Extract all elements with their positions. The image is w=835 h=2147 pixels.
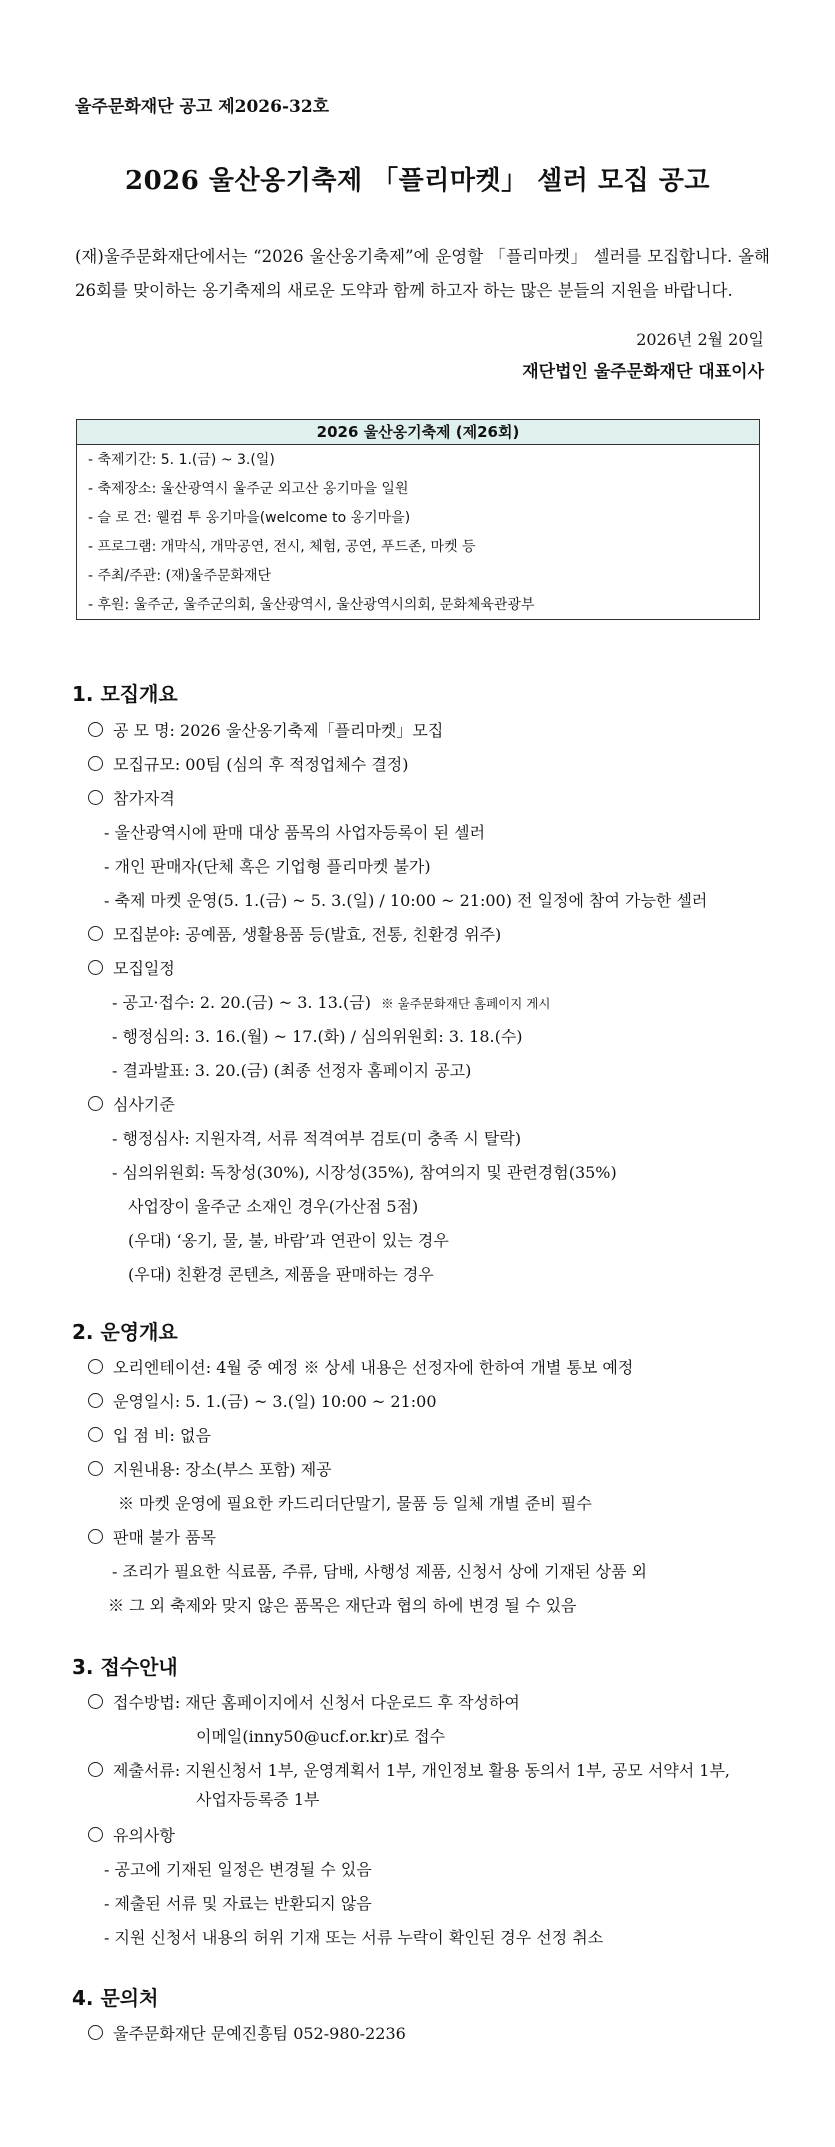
intro-paragraph: (재)울주문화재단에서는 “2026 울산옹기축제”에 운영할 「플리마켓」 셀러를 모집합니다. 올해 26회를 맞이하는 옹기축제의 새로운 도약과 함께 하고자 하는 많은 분들의 지원을 바랍니다. xyxy=(75,247,770,300)
list-item: 유의사항 xyxy=(88,1823,175,1846)
list-item: 사업자등록증 1부 xyxy=(196,1790,320,1809)
list-item: - 개인 판매자(단체 혹은 기업형 플리마켓 불가) xyxy=(104,857,431,876)
list-item: 참가자격 xyxy=(88,786,175,809)
list-item: 제출서류: 지원신청서 1부, 운영계획서 1부, 개인정보 활용 동의서 1부, 공모 서약서 1부, xyxy=(88,1758,730,1781)
festival-box-header: 2026 울산옹기축제 (제26회) xyxy=(77,420,759,445)
list-item: - 공고에 기재된 일정은 변경될 수 있음 xyxy=(104,1860,372,1879)
list-item: 오리엔테이션: 4월 중 예정 ※ 상세 내용은 선정자에 한하여 개별 통보 예정 xyxy=(88,1355,633,1378)
circle-bullet-icon xyxy=(88,926,103,941)
list-item: - 행정심의: 3. 16.(월) ~ 17.(화) / 심의위원회: 3. 18.(수) xyxy=(112,1027,523,1046)
list-item: - 결과발표: 3. 20.(금) (최종 선정자 홈페이지 공고) xyxy=(112,1061,472,1080)
list-item: 모집일정 xyxy=(88,956,175,979)
list-item: ※ 마켓 운영에 필요한 카드리더단말기, 물품 등 일체 개별 준비 필수 xyxy=(118,1494,592,1513)
section2-title: 2. 운영개요 xyxy=(72,1320,178,1344)
list-item: 입 점 비: 없음 xyxy=(88,1423,211,1446)
circle-bullet-icon xyxy=(88,1461,103,1476)
list-item: - 울산광역시에 판매 대상 품목의 사업자등록이 된 셀러 xyxy=(104,823,486,842)
circle-bullet-icon xyxy=(88,790,103,805)
list-item: 모집분야: 공예품, 생활용품 등(발효, 전통, 친환경 위주) xyxy=(88,922,501,945)
list-item: ※ 그 외 축제와 맞지 않은 품목은 재단과 협의 하에 변경 될 수 있음 xyxy=(108,1596,577,1615)
page-title: 2026 울산옹기축제 「플리마켓」 셀러 모집 공고 xyxy=(125,166,710,196)
festival-info-box xyxy=(76,419,760,620)
list-item: 모집규모: 00팀 (심의 후 적정업체수 결정) xyxy=(88,752,409,775)
notice-number: 울주문화재단 공고 제2026-32호 xyxy=(75,97,330,117)
circle-bullet-icon xyxy=(88,1427,103,1442)
list-item: (우대) ‘옹기, 물, 불, 바람’과 연관이 있는 경우 xyxy=(128,1231,449,1250)
festival-item-sponsor: - 후원: 울주군, 울주군의회, 울산광역시, 울산광역시의회, 문화체육관광부 xyxy=(88,597,535,613)
notice-date: 2026년 2월 20일 xyxy=(636,330,764,349)
circle-bullet-icon xyxy=(88,960,103,975)
list-item: 사업장이 울주군 소재인 경우(가산점 5점) xyxy=(128,1197,419,1216)
list-item: - 제출된 서류 및 자료는 반환되지 않음 xyxy=(104,1894,372,1913)
circle-bullet-icon xyxy=(88,1529,103,1544)
list-item: (우대) 친환경 콘텐츠, 제품을 판매하는 경우 xyxy=(128,1265,434,1284)
circle-bullet-icon xyxy=(88,2025,103,2040)
festival-item-host: - 주최/주관: (재)울주문화재단 xyxy=(88,568,272,584)
list-item: - 지원 신청서 내용의 허위 기재 또는 서류 누락이 확인된 경우 선정 취소 xyxy=(104,1928,604,1947)
list-item: - 행정심사: 지원자격, 서류 적격여부 검토(미 충족 시 탈락) xyxy=(112,1129,522,1148)
circle-bullet-icon xyxy=(88,1096,103,1111)
list-item: 심사기준 xyxy=(88,1092,175,1115)
list-item: 공 모 명: 2026 울산옹기축제「플리마켓」모집 xyxy=(88,718,443,741)
section4-title: 4. 문의처 xyxy=(72,1986,159,2010)
section3-title: 3. 접수안내 xyxy=(72,1655,178,1679)
list-item: - 공고·접수: 2. 20.(금) ~ 3. 13.(금) ※ 울주문화재단 홈페이지 게시 xyxy=(112,993,551,1012)
festival-item-slogan: - 슬 로 건: 웰컴 투 옹기마을(welcome to 옹기마을) xyxy=(88,510,411,526)
circle-bullet-icon xyxy=(88,1359,103,1374)
list-item: 울주문화재단 문예진흥팀 052-980-2236 xyxy=(88,2021,406,2044)
list-item: 지원내용: 장소(부스 포함) 제공 xyxy=(88,1457,332,1480)
schedule-note: ※ 울주문화재단 홈페이지 게시 xyxy=(381,996,551,1011)
circle-bullet-icon xyxy=(88,1393,103,1408)
list-item: 운영일시: 5. 1.(금) ~ 3.(일) 10:00 ~ 21:00 xyxy=(88,1389,437,1412)
festival-item-program: - 프로그램: 개막식, 개막공연, 전시, 체험, 공연, 푸드존, 마켓 등 xyxy=(88,539,476,555)
circle-bullet-icon xyxy=(88,1762,103,1777)
festival-item-period: - 축제기간: 5. 1.(금) ~ 3.(일) xyxy=(88,452,275,468)
circle-bullet-icon xyxy=(88,722,103,737)
list-item: 이메일(inny50@ucf.or.kr)로 접수 xyxy=(196,1727,446,1746)
circle-bullet-icon xyxy=(88,1827,103,1842)
circle-bullet-icon xyxy=(88,756,103,771)
circle-bullet-icon xyxy=(88,1694,103,1709)
list-item: - 심의위원회: 독창성(30%), 시장성(35%), 참여의지 및 관련경험(35%) xyxy=(112,1163,617,1182)
festival-item-place: - 축제장소: 울산광역시 울주군 외고산 옹기마을 일원 xyxy=(88,481,409,497)
signature: 재단법인 울주문화재단 대표이사 xyxy=(522,362,764,382)
list-item: 판매 불가 품목 xyxy=(88,1525,216,1548)
list-item: 접수방법: 재단 홈페이지에서 신청서 다운로드 후 작성하여 xyxy=(88,1690,520,1713)
section1-title: 1. 모집개요 xyxy=(72,682,178,706)
list-item: - 축제 마켓 운영(5. 1.(금) ~ 5. 3.(일) / 10:00 ~ 21:00) 전 일정에 참여 가능한 셀러 xyxy=(104,891,708,910)
list-item: - 조리가 필요한 식료품, 주류, 담배, 사행성 제품, 신청서 상에 기재된 상품 외 xyxy=(112,1562,648,1581)
